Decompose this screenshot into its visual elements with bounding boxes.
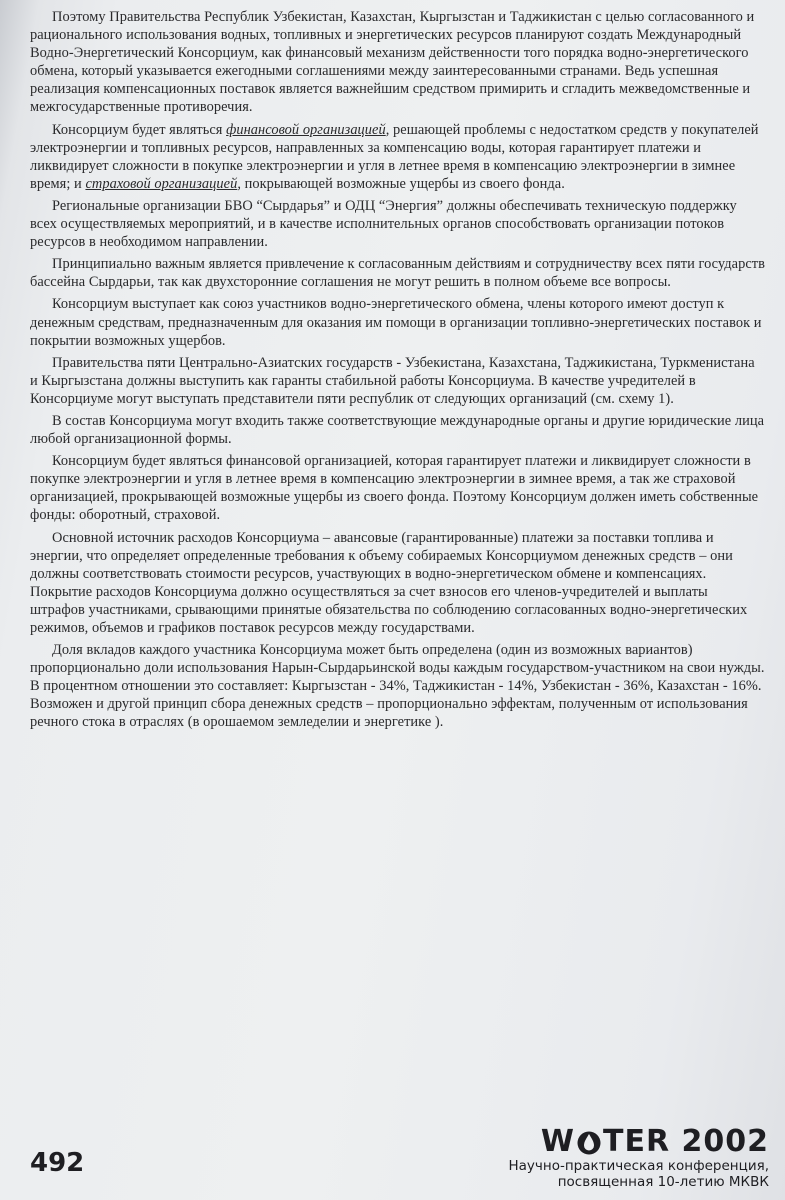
paragraph-4 xyxy=(30,255,765,291)
paragraph-text: , покрывающей возможные ущербы из своего фонда. xyxy=(237,175,565,192)
water-drop-icon xyxy=(577,1128,601,1156)
paragraph-text: Основной источник расходов Консорциума – авансовые (гарантированные) платежи за поставки топлива и энергии, что определяет определенные требования к объему собираемых Консорциумом денежных средств – они должны соответствовать стоимости ресурсов, участвующих в водно-энергетическом обмене и компенсациях. Покрытие расходов Консорциума должно осуществляться за счет взносов его членов-учредителей и выплаты штрафов участниками, срывающими принятые обязательства по соблюдению согласованных водно-энергетических режимов, объемов и графиков поставок ресурсов между государствами. xyxy=(30,529,748,636)
paragraph-text: Поэтому Правительства Республик Узбекистан, Казахстан, Кыргызстан и Таджикистан с целью согласованного и рационального использования водных, топливных и энергетических ресурсов планируют создать Международный Водно-Энергетический Консорциум, как финансовый механизм действенности того порядка водно-энергетического обмена, который указывается ежегодными соглашениями между заинтересованными странами. Ведь успешная реализация компенсационных поставок является важнейшим средством примирить и сгладить межведомственные и межгосударственные противоречия. xyxy=(30,9,755,116)
page-number: 492 xyxy=(30,1148,85,1178)
paragraph-text: Консорциум будет являться xyxy=(52,121,227,138)
paragraph-9 xyxy=(30,529,765,638)
paragraph-1 xyxy=(30,8,765,117)
paragraph-text: В состав Консорциума могут входить также соответствующие международные органы и другие юридические лица любой организационной формы. xyxy=(30,412,765,448)
logo-text-ter-2002: TER 2002 xyxy=(603,1124,769,1159)
conference-subtitle-line-2: посвященная 10-летию МКВК xyxy=(557,1174,769,1190)
conference-subtitle-line-1: Научно-практическая конференция, xyxy=(508,1158,769,1174)
paragraph-text: Правительства пяти Центрально-Азиатских государств - Узбекистана, Казахстана, Таджикистана, Туркменистана и Кыргызстана должны выступить как гаранты стабильной работы Консорциума. В качестве учредителей в Консорциуме могут выступать представители пяти республик от следующих организаций (см. схему 1). xyxy=(30,354,755,407)
logo-letter-w: W xyxy=(540,1124,575,1159)
emphasized-term: финансовой организацией xyxy=(226,121,386,138)
water-2002-logo xyxy=(508,1126,769,1158)
paragraph-text: Региональные организации БВО “Сырдарья” и ОДЦ “Энергия” должны обеспечивать техническую поддержку всех осуществляемых мероприятий, и в качестве исполнительных органов способствовать организации потоков ресурсов в необходимом направлении. xyxy=(30,197,737,251)
conference-brand xyxy=(508,1126,769,1190)
paragraph-10 xyxy=(30,641,765,731)
paragraph-3 xyxy=(30,197,765,251)
paragraph-text: Консорциум выступает как союз участников водно-энергетического обмена, члены которого имеют доступ к денежным средствам, предназначенным для оказания им помощи в организации топливно-энергетических поставок и покрытии возможных ущербов. xyxy=(30,296,762,349)
paragraph-text: Принципиально важным является привлечение к согласованным действиям и сотрудничеству всех пяти государств бассейна Сырдарьи, так как двухсторонние соглашения не могут решить в полном объеме все вопросы. xyxy=(30,256,765,291)
paragraph-text: Консорциум будет являться финансовой организацией, которая гарантирует платежи и ликвидирует сложности в покупке электроэнергии и угля в летнее время в компенсацию электроэнергии в зимнее время, а так же страховой организацией, прокрывающей возможные ущербы из своего фонда. Поэтому Консорциум должен иметь собственные фонды: оборотный, страховой. xyxy=(30,453,759,524)
paragraph-7 xyxy=(30,412,765,448)
article-body xyxy=(30,8,765,736)
paragraph-text: , решающей проблемы с недостатком средств у покупателей электроэнергии и топливных ресурсов, направленных за компенсацию воды, которая гарантирует платежи и ликвидирует сложности в покупке электроэнергии и угля в летнее время в компенсацию электроэнергии в зимнее время; и xyxy=(30,121,759,192)
paragraph-text: Доля вкладов каждого участника Консорциума может быть определена (один из возможных вариантов) пропорционально доли использования Нарын-Сырдарьинской воды каждым государством-участником на свои нужды. В процентном отношении это составляет: Кыргызстан - 34%, Таджикистан - 14%, Узбекистан - 36%, Казахстан - 16%. Возможен и другой принцип сбора денежных средств – пропорционально эффектам, полученным от использования речного стока в отраслях (в орошаемом земледелии и энергетике ). xyxy=(30,642,765,731)
paragraph-5 xyxy=(30,295,765,349)
paragraph-8 xyxy=(30,452,765,524)
paragraph-6 xyxy=(30,354,765,408)
paragraph-2 xyxy=(30,121,765,193)
emphasized-term: страховой организацией xyxy=(85,175,238,192)
